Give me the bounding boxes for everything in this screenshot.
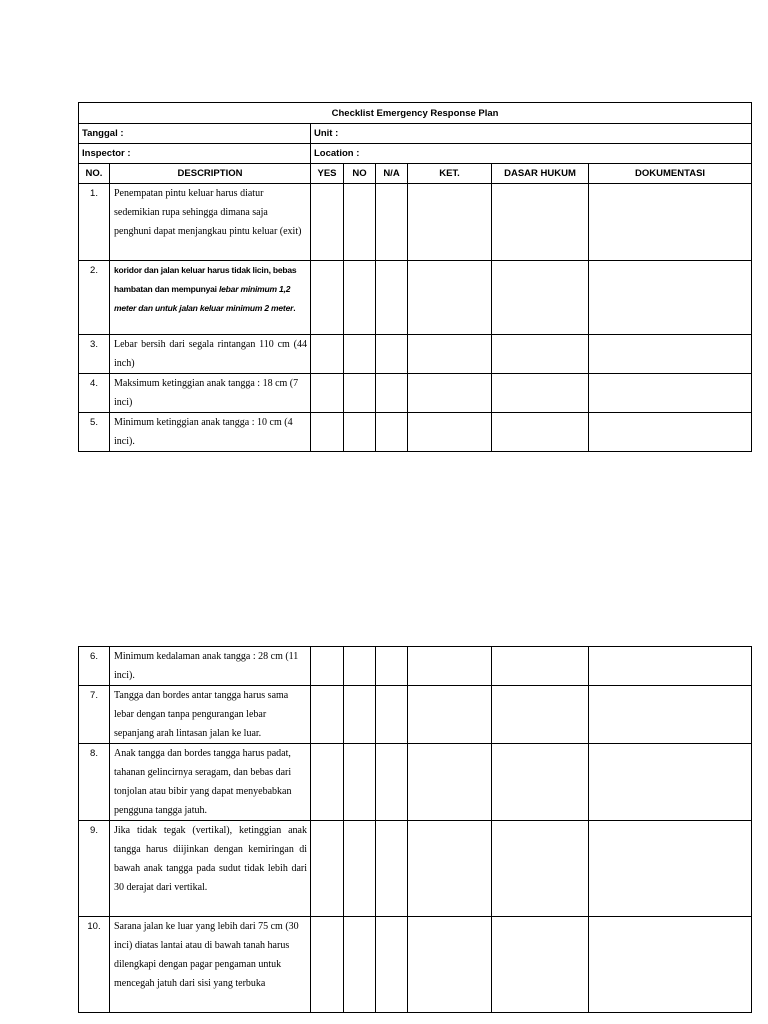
row-number: 4. [79, 374, 110, 413]
row-number: 7. [79, 686, 110, 744]
table-row [79, 374, 752, 413]
dasar-hukum-cell[interactable] [492, 413, 589, 452]
na-cell[interactable] [376, 647, 408, 686]
row-description: Jika tidak tegak (vertikal), ketinggian anak tangga harus diijinkan dengan kemiringan di bawah anak tangga pada sudut tidak lebih dari 30 derajat dari vertikal. [110, 821, 311, 917]
no-cell[interactable] [344, 261, 376, 335]
checklist-table-1 [78, 102, 752, 452]
dasar-hukum-cell[interactable] [492, 184, 589, 261]
row-number: 8. [79, 744, 110, 821]
table-row [79, 647, 752, 686]
row-number: 6. [79, 647, 110, 686]
na-cell[interactable] [376, 335, 408, 374]
checklist-title: Checklist Emergency Response Plan [79, 103, 752, 124]
na-cell[interactable] [376, 821, 408, 917]
yes-cell[interactable] [311, 647, 344, 686]
ket-cell[interactable] [408, 261, 492, 335]
yes-cell[interactable] [311, 335, 344, 374]
row-description-bold: koridor dan jalan keluar harus tidak licin, bebas hambatan dan mempunyai [114, 265, 297, 294]
col-header-no-answer: NO [344, 164, 376, 184]
dokumentasi-cell[interactable] [589, 374, 752, 413]
dokumentasi-cell[interactable] [589, 821, 752, 917]
table-row [79, 184, 752, 261]
col-header-description: DESCRIPTION [110, 164, 311, 184]
na-cell[interactable] [376, 184, 408, 261]
yes-cell[interactable] [311, 744, 344, 821]
dokumentasi-cell[interactable] [589, 261, 752, 335]
table-row [79, 821, 752, 917]
row-description: Minimum kedalaman anak tangga : 28 cm (11 inci). [110, 647, 311, 686]
table-row [79, 413, 752, 452]
row-number: 2. [79, 261, 110, 335]
yes-cell[interactable] [311, 184, 344, 261]
na-cell[interactable] [376, 917, 408, 1013]
ket-cell[interactable] [408, 917, 492, 1013]
dokumentasi-cell[interactable] [589, 184, 752, 261]
no-cell[interactable] [344, 917, 376, 1013]
row-number: 3. [79, 335, 110, 374]
row-description: Maksimum ketinggian anak tangga : 18 cm (7 inci) [110, 374, 311, 413]
dasar-hukum-cell[interactable] [492, 335, 589, 374]
tanggal-label: Tanggal : [79, 124, 311, 144]
dasar-hukum-cell[interactable] [492, 744, 589, 821]
table-row [79, 335, 752, 374]
row-description: Penempatan pintu keluar harus diatur sedemikian rupa sehingga dimana saja penghuni dapat menjangkau pintu keluar (exit) [110, 184, 311, 261]
row-description: Sarana jalan ke luar yang lebih dari 75 cm (30 inci) diatas lantai atau di bawah tanah harus dilengkapi dengan pagar pengaman untuk mencegah jatuh dari sisi yang terbuka [110, 917, 311, 1013]
row-number: 5. [79, 413, 110, 452]
col-header-dokumentasi: DOKUMENTASI [589, 164, 752, 184]
row-description: Anak tangga dan bordes tangga harus padat, tahanan gelincirnya seragam, dan bebas dari tonjolan atau bibir yang dapat menyebabkan pengguna tangga jatuh. [110, 744, 311, 821]
no-cell[interactable] [344, 686, 376, 744]
yes-cell[interactable] [311, 261, 344, 335]
col-header-dasar-hukum: DASAR HUKUM [492, 164, 589, 184]
unit-label: Unit : [311, 124, 752, 144]
table-row [79, 917, 752, 1013]
ket-cell[interactable] [408, 335, 492, 374]
dasar-hukum-cell[interactable] [492, 647, 589, 686]
row-description: Lebar bersih dari segala rintangan 110 cm (44 inch) [110, 335, 311, 374]
row-number: 1. [79, 184, 110, 261]
no-cell[interactable] [344, 647, 376, 686]
col-header-no: NO. [79, 164, 110, 184]
na-cell[interactable] [376, 413, 408, 452]
col-header-yes: YES [311, 164, 344, 184]
table-row [79, 686, 752, 744]
dasar-hukum-cell[interactable] [492, 261, 589, 335]
dokumentasi-cell[interactable] [589, 744, 752, 821]
no-cell[interactable] [344, 413, 376, 452]
yes-cell[interactable] [311, 374, 344, 413]
table-row [79, 261, 752, 335]
col-header-ket: KET. [408, 164, 492, 184]
table-row [79, 744, 752, 821]
no-cell[interactable] [344, 821, 376, 917]
dokumentasi-cell[interactable] [589, 686, 752, 744]
yes-cell[interactable] [311, 821, 344, 917]
dokumentasi-cell[interactable] [589, 335, 752, 374]
no-cell[interactable] [344, 374, 376, 413]
ket-cell[interactable] [408, 744, 492, 821]
row-description-end: . [293, 303, 296, 313]
ket-cell[interactable] [408, 184, 492, 261]
na-cell[interactable] [376, 374, 408, 413]
dokumentasi-cell[interactable] [589, 917, 752, 1013]
col-header-na: N/A [376, 164, 408, 184]
dokumentasi-cell[interactable] [589, 413, 752, 452]
row-description: Minimum ketinggian anak tangga : 10 cm (4 inci). [110, 413, 311, 452]
ket-cell[interactable] [408, 821, 492, 917]
row-description-italic: lebar minimum 1,2 meter dan untuk jalan keluar minimum 2 meter [114, 284, 294, 313]
na-cell[interactable] [376, 744, 408, 821]
row-description [110, 261, 311, 335]
row-number: 9. [79, 821, 110, 917]
ket-cell[interactable] [408, 686, 492, 744]
no-cell[interactable] [344, 335, 376, 374]
ket-cell[interactable] [408, 413, 492, 452]
ket-cell[interactable] [408, 647, 492, 686]
dasar-hukum-cell[interactable] [492, 374, 589, 413]
yes-cell[interactable] [311, 686, 344, 744]
checklist-table-2 [78, 646, 752, 1013]
ket-cell[interactable] [408, 374, 492, 413]
dasar-hukum-cell[interactable] [492, 917, 589, 1013]
dasar-hukum-cell[interactable] [492, 821, 589, 917]
no-cell[interactable] [344, 744, 376, 821]
yes-cell[interactable] [311, 917, 344, 1013]
yes-cell[interactable] [311, 413, 344, 452]
row-description: Tangga dan bordes antar tangga harus sama lebar dengan tanpa pengurangan lebar sepanjang arah lintasan jalan ke luar. [110, 686, 311, 744]
no-cell[interactable] [344, 184, 376, 261]
na-cell[interactable] [376, 686, 408, 744]
row-number: 10. [79, 917, 110, 1013]
location-label: Location : [311, 144, 752, 164]
na-cell[interactable] [376, 261, 408, 335]
dasar-hukum-cell[interactable] [492, 686, 589, 744]
inspector-label: Inspector : [79, 144, 311, 164]
dokumentasi-cell[interactable] [589, 647, 752, 686]
